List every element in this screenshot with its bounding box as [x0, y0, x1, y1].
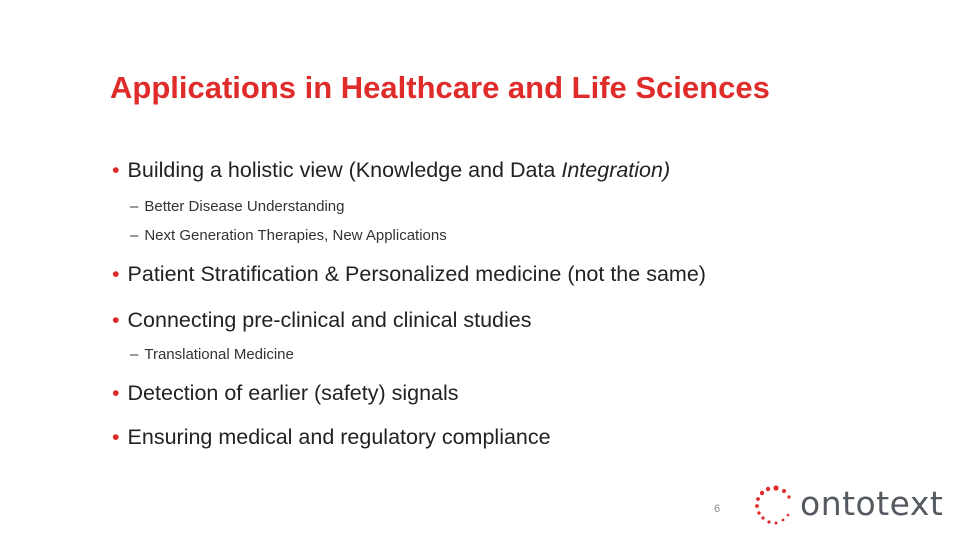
sub-bullet-text: Better Disease Understanding [144, 198, 345, 215]
bullet-marker: • [112, 158, 120, 182]
bullet-marker: • [112, 262, 120, 286]
bullet-item [112, 262, 706, 287]
sub-bullet-item [130, 227, 447, 244]
slide-title: Applications in Healthcare and Life Sciences [110, 70, 770, 105]
bullet-text: Connecting pre-clinical and clinical studies [127, 308, 532, 332]
bullet-item [112, 308, 531, 333]
dotted-ring-logo-icon [754, 484, 794, 526]
sub-bullet-item [130, 346, 294, 363]
bullet-item [112, 425, 551, 450]
bullet-item [112, 381, 459, 406]
bullet-text-italic: Integration) [561, 158, 671, 182]
bullet-item [112, 158, 670, 183]
sub-bullet-text: Next Generation Therapies, New Applications [144, 227, 447, 244]
sub-bullet-marker: – [130, 346, 139, 363]
bullet-text: Building a holistic view (Knowledge and Data [127, 158, 562, 182]
sub-bullet-marker: – [130, 198, 139, 215]
logo-wordmark: ontotext [800, 484, 944, 523]
bullet-marker: • [112, 425, 120, 449]
sub-bullet-text: Translational Medicine [144, 346, 294, 363]
page-number: 6 [714, 503, 721, 515]
bullet-text: Patient Stratification & Personalized medicine (not the same) [127, 262, 706, 286]
bullet-marker: • [112, 381, 120, 405]
bullet-text: Ensuring medical and regulatory compliance [127, 425, 551, 449]
bullet-text: Detection of earlier (safety) signals [127, 381, 459, 405]
sub-bullet-item [130, 198, 344, 215]
sub-bullet-marker: – [130, 227, 139, 244]
bullet-marker: • [112, 308, 120, 332]
